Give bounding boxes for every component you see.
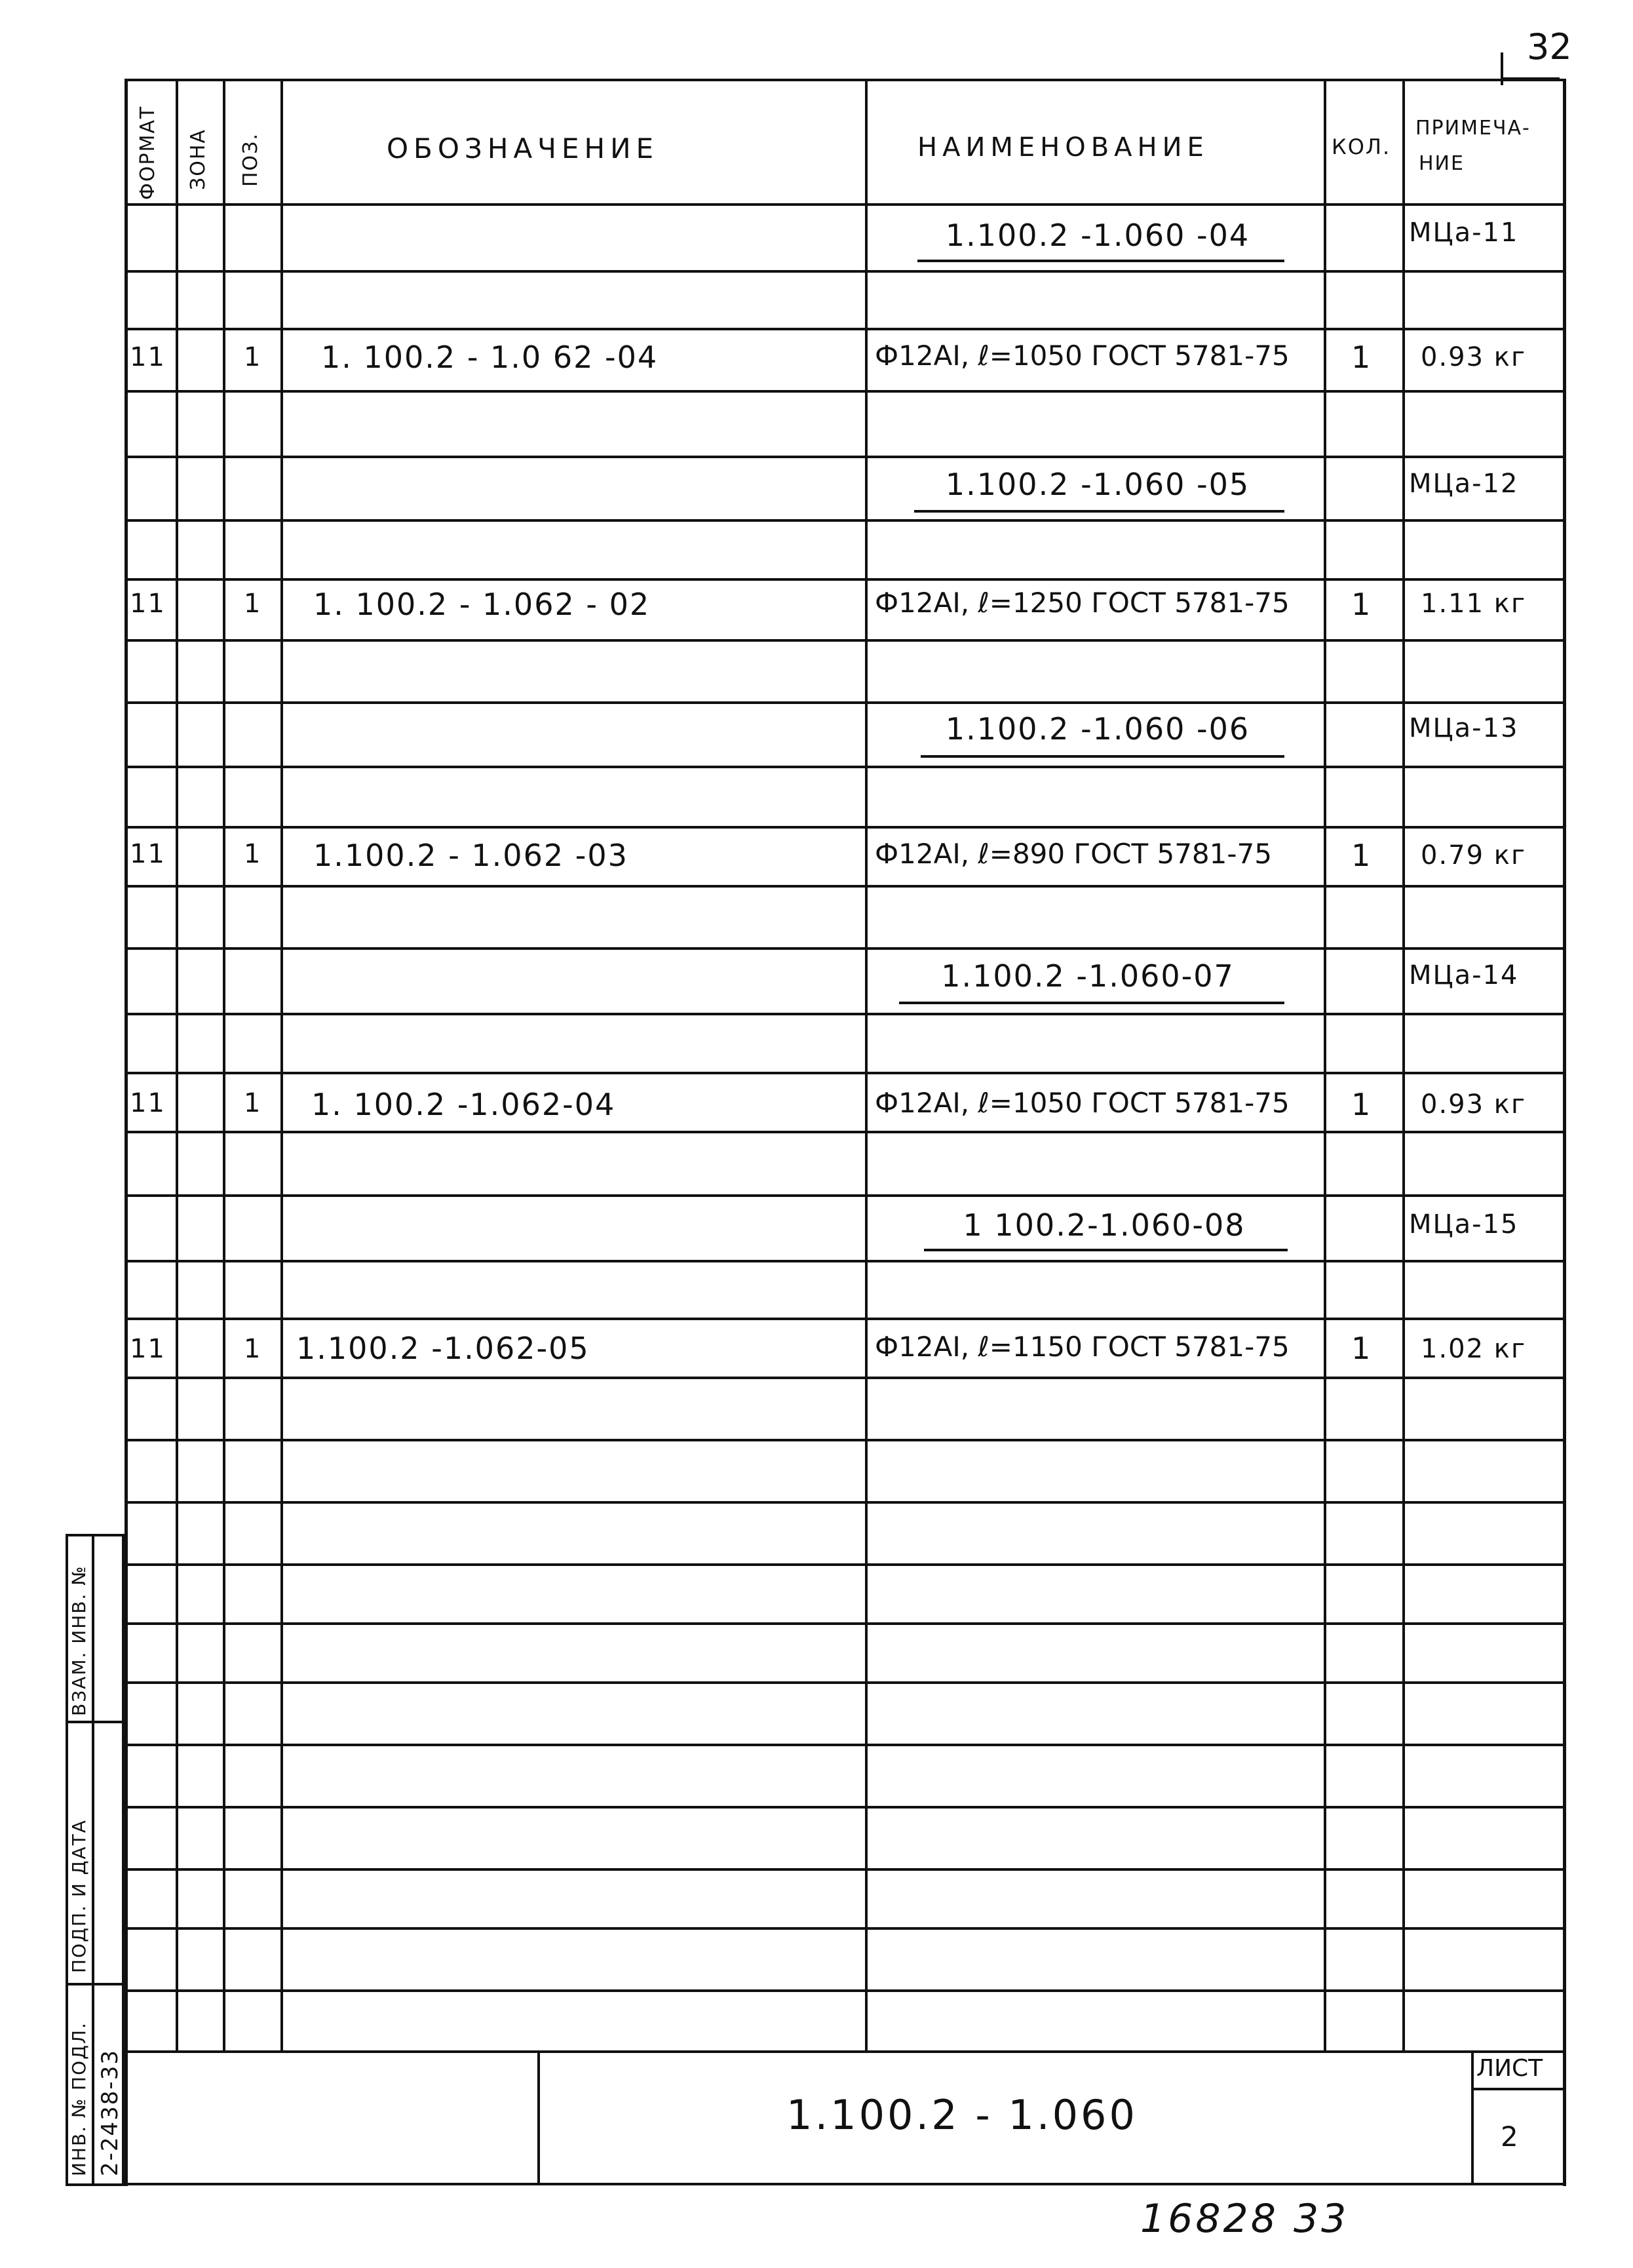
item-name: Ф12АI, ℓ=1250 ГОСТ 5781-75 <box>875 587 1290 619</box>
group-title: 1 100.2-1.060-08 <box>963 1207 1246 1243</box>
header-note-line2: НИЕ <box>1419 152 1465 175</box>
item-pos: 1 <box>244 589 262 619</box>
col-divider-designation <box>865 79 868 2052</box>
header-format: ФОРМАТ <box>136 105 159 200</box>
item-designation: 1. 100.2 - 1.062 - 02 <box>313 587 651 622</box>
item-name: Ф12АI, ℓ=890 ГОСТ 5781-75 <box>875 838 1272 870</box>
header-note-line1: ПРИМЕЧА- <box>1415 117 1531 140</box>
title-block-top-rule <box>125 2050 1563 2053</box>
col-divider-zone <box>223 79 225 2052</box>
row-rule <box>125 1806 1563 1809</box>
row-rule <box>125 1072 1563 1074</box>
col-divider-name <box>1324 79 1326 2052</box>
stamp-vzam-inv: ВЗАМ. ИНВ. № <box>68 1565 90 1716</box>
row-rule <box>125 456 1563 458</box>
item-note: 0.93 кг <box>1421 342 1526 372</box>
item-format: 11 <box>130 589 166 619</box>
item-name: Ф12АI, ℓ=1050 ГОСТ 5781-75 <box>875 1087 1290 1119</box>
row-rule <box>125 766 1563 768</box>
header-qty: КОЛ. <box>1332 134 1391 159</box>
document-code: 1.100.2 - 1.060 <box>786 2091 1138 2139</box>
row-rule <box>125 1194 1563 1197</box>
row-rule <box>125 1013 1563 1015</box>
group-title-underline <box>917 260 1284 262</box>
item-pos: 1 <box>244 839 262 869</box>
header-pos: ПОЗ. <box>239 132 262 187</box>
title-block-divider <box>537 2050 540 2183</box>
row-rule <box>125 1868 1563 1871</box>
archive-number: 16828 33 <box>1140 2196 1349 2242</box>
item-pos: 1 <box>244 342 262 372</box>
item-pos: 1 <box>244 1334 262 1364</box>
stamp-podp-data: ПОДП. И ДАТА <box>68 1819 90 1973</box>
item-qty: 1 <box>1351 587 1372 622</box>
item-designation: 1. 100.2 -1.062-04 <box>311 1087 616 1122</box>
item-format: 11 <box>130 1334 166 1364</box>
stamp-rule <box>66 1721 125 1723</box>
col-divider-qty <box>1402 79 1405 2052</box>
row-rule <box>125 1501 1563 1504</box>
group-title-underline <box>924 1249 1288 1251</box>
row-rule <box>125 578 1563 581</box>
row-rule <box>125 1260 1563 1262</box>
item-qty: 1 <box>1351 838 1372 873</box>
header-bottom-rule <box>125 203 1563 206</box>
group-note: МЦа-15 <box>1409 1209 1519 1240</box>
group-note: МЦа-11 <box>1409 218 1519 248</box>
group-title-underline <box>899 1002 1284 1004</box>
group-title-underline <box>914 510 1284 513</box>
stamp-divider <box>92 1534 94 2186</box>
row-rule <box>125 1927 1563 1930</box>
item-name: Ф12АI, ℓ=1050 ГОСТ 5781-75 <box>875 340 1290 372</box>
row-rule <box>125 1131 1563 1133</box>
sheet-number: 2 <box>1501 2121 1518 2153</box>
row-rule <box>125 1622 1563 1625</box>
item-designation: 1.100.2 - 1.062 -03 <box>313 838 628 873</box>
item-note: 1.02 кг <box>1421 1334 1526 1364</box>
row-rule <box>125 270 1563 273</box>
sheet-right-border <box>1563 79 1566 2186</box>
stamp-rule <box>66 1983 125 1985</box>
sheet-label-rule <box>1471 2088 1563 2090</box>
stamp-inv-podl-value: 2-2438-33 <box>97 2049 123 2176</box>
group-note: МЦа-13 <box>1409 713 1519 743</box>
item-format: 11 <box>130 1088 166 1118</box>
group-title: 1.100.2 -1.060 -04 <box>945 218 1250 253</box>
page-number: 32 <box>1527 26 1572 68</box>
group-note: МЦа-12 <box>1409 469 1519 499</box>
item-note: 0.93 кг <box>1421 1089 1526 1120</box>
group-title-underline <box>921 755 1284 758</box>
item-format: 11 <box>130 342 166 372</box>
row-rule <box>125 947 1563 950</box>
row-rule <box>125 826 1563 829</box>
item-designation: 1.100.2 -1.062-05 <box>296 1331 590 1366</box>
row-rule <box>125 1989 1563 1992</box>
item-qty: 1 <box>1351 1087 1372 1122</box>
col-divider-pos <box>280 79 283 2052</box>
stamp-inv-podl: ИНВ. № ПОДЛ. <box>68 2022 90 2176</box>
row-rule <box>125 1318 1563 1320</box>
group-note: МЦа-14 <box>1409 960 1519 990</box>
sheet-bottom-rule <box>125 2183 1566 2185</box>
header-zone: ЗОНА <box>187 128 210 190</box>
item-note: 0.79 кг <box>1421 840 1526 870</box>
row-rule <box>125 1681 1563 1684</box>
row-rule <box>125 328 1563 330</box>
row-rule <box>125 519 1563 522</box>
item-name: Ф12АI, ℓ=1150 ГОСТ 5781-75 <box>875 1331 1290 1363</box>
group-title: 1.100.2 -1.060 -05 <box>945 467 1250 502</box>
title-block-sheet-divider <box>1471 2050 1474 2183</box>
row-rule <box>125 885 1563 888</box>
header-designation: ОБОЗНАЧЕНИЕ <box>387 132 659 165</box>
header-name: НАИМЕНОВАНИЕ <box>917 132 1209 163</box>
item-note: 1.11 кг <box>1421 589 1526 619</box>
item-qty: 1 <box>1351 1331 1372 1366</box>
row-rule <box>125 639 1563 642</box>
row-rule <box>125 390 1563 393</box>
item-pos: 1 <box>244 1088 262 1118</box>
group-title: 1.100.2 -1.060-07 <box>941 958 1235 994</box>
row-rule <box>125 1377 1563 1379</box>
row-rule <box>125 701 1563 704</box>
item-format: 11 <box>130 839 166 869</box>
item-qty: 1 <box>1351 340 1372 375</box>
col-divider-format <box>176 79 178 2052</box>
row-rule <box>125 1744 1563 1746</box>
group-title: 1.100.2 -1.060 -06 <box>945 711 1250 747</box>
item-designation: 1. 100.2 - 1.0 62 -04 <box>321 340 659 375</box>
row-rule <box>125 1563 1563 1566</box>
sheet-label: ЛИСТ <box>1476 2055 1543 2082</box>
row-rule <box>125 1439 1563 1441</box>
